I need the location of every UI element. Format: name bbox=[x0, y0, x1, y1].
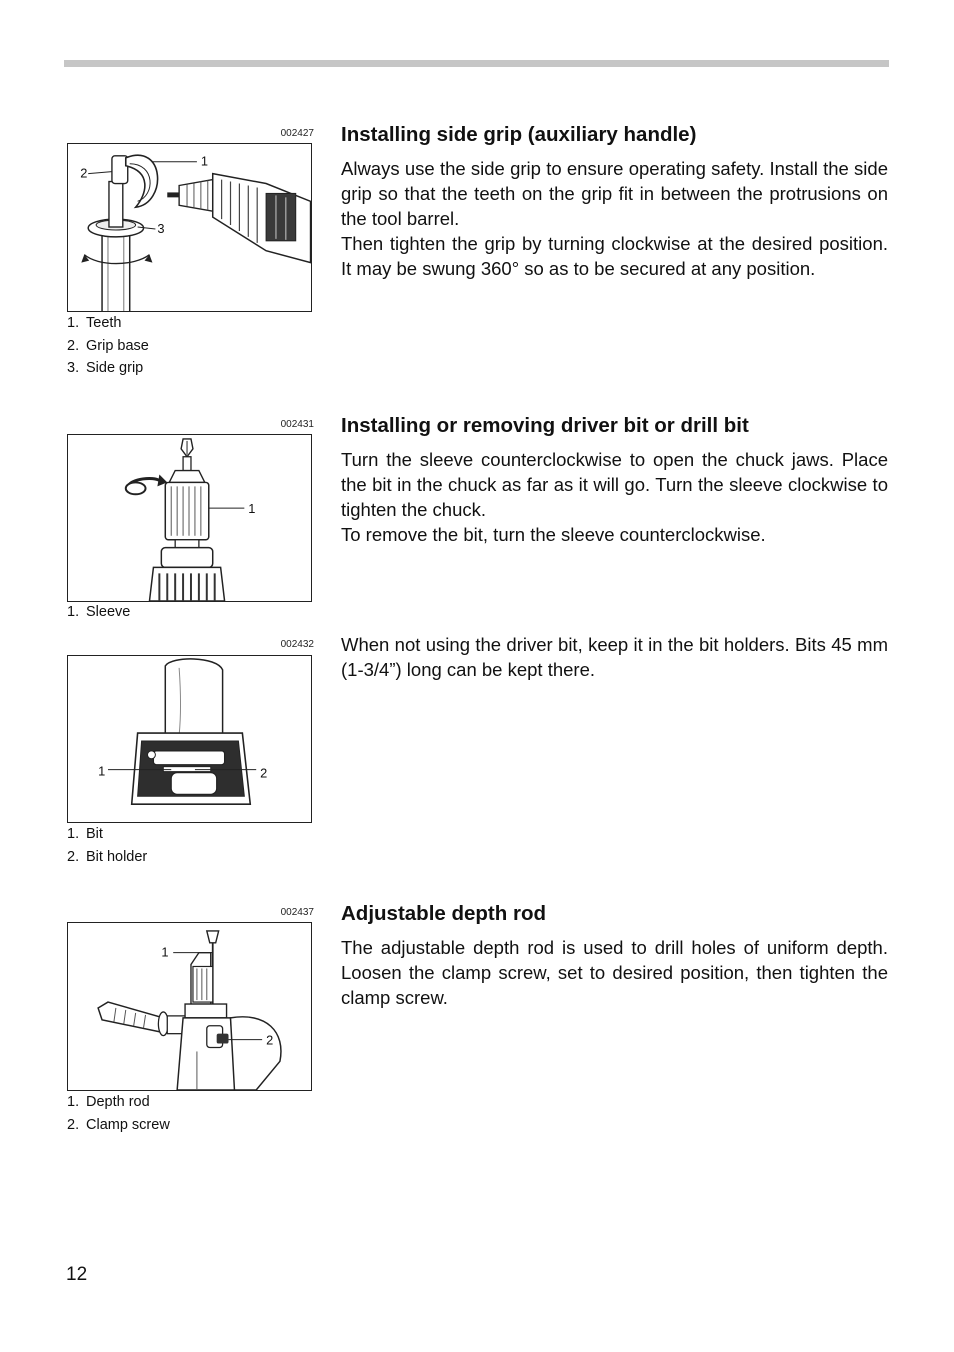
section-content bbox=[341, 632, 888, 682]
callout-2: 2 bbox=[266, 1032, 274, 1048]
side-grip-illustration bbox=[67, 143, 312, 312]
page-number: 12 bbox=[66, 1264, 88, 1285]
callout-1: 1 bbox=[200, 153, 209, 169]
section-heading: Installing side grip (auxiliary handle) bbox=[341, 123, 697, 146]
legend-item: 3. Side grip bbox=[67, 360, 144, 376]
callout-1: 1 bbox=[248, 501, 256, 517]
legend-item: 1. Depth rod bbox=[67, 1094, 150, 1110]
depth-rod-illustration bbox=[67, 922, 312, 1091]
section-content bbox=[341, 901, 888, 1010]
bit-holder-drawing bbox=[68, 656, 311, 822]
depth-rod-drawing bbox=[68, 923, 311, 1090]
sleeve-illustration bbox=[67, 434, 312, 602]
figure-legend bbox=[67, 823, 147, 868]
paragraph: Always use the side grip to ensure operating safety. Install the side grip so that the teeth on the grip fit in between the protrusions on the tool barrel. bbox=[341, 158, 888, 229]
figure-legend bbox=[67, 601, 130, 624]
paragraph: When not using the driver bit, keep it in the bit holders. Bits 45 mm (1-3/4”) long can be kept there. bbox=[341, 634, 888, 680]
header-rule bbox=[64, 60, 889, 67]
legend-item: 1. Sleeve bbox=[67, 604, 131, 620]
side-grip-drawing bbox=[68, 144, 311, 311]
legend-item: 2. Clamp screw bbox=[67, 1116, 170, 1133]
callout-2: 2 bbox=[80, 165, 88, 181]
callout-3: 3 bbox=[157, 220, 165, 236]
bit-holder-illustration bbox=[67, 655, 312, 823]
legend-item: 2. Bit holder bbox=[67, 848, 148, 865]
paragraph: Turn the sleeve counterclockwise to open the chuck jaws. Place the bit in the chuck as far as it will go. Turn the sleeve clockwise to tighten the chuck. bbox=[341, 449, 888, 520]
legend-item: 1. Teeth bbox=[67, 315, 122, 331]
figure-code: 002437 bbox=[280, 907, 314, 918]
figure-code: 002427 bbox=[280, 128, 314, 139]
paragraph: To remove the bit, turn the sleeve counterclockwise. bbox=[341, 524, 766, 545]
legend-item: 1. Bit bbox=[67, 826, 103, 842]
section-heading: Installing or removing driver bit or drill bit bbox=[341, 414, 749, 437]
callout-1: 1 bbox=[161, 944, 169, 960]
section-content bbox=[341, 413, 888, 547]
callout-2: 2 bbox=[260, 765, 268, 781]
sleeve-drawing bbox=[68, 435, 311, 601]
figure-legend bbox=[67, 312, 149, 380]
callout-1: 1 bbox=[98, 763, 106, 779]
figure-legend bbox=[67, 1091, 170, 1136]
figure-code: 002431 bbox=[280, 419, 314, 430]
section-heading: Adjustable depth rod bbox=[341, 902, 546, 925]
figure-code: 002432 bbox=[280, 639, 314, 650]
paragraph: The adjustable depth rod is used to drill holes of uniform depth. Loosen the clamp screw, set to desired position, then tighten the clamp screw. bbox=[341, 937, 888, 1008]
section-content bbox=[341, 122, 888, 281]
legend-item: 2. Grip base bbox=[67, 337, 149, 354]
paragraph: Then tighten the grip by turning clockwise at the desired position. It may be swung 360° so as to be secured at any position. bbox=[341, 233, 888, 279]
